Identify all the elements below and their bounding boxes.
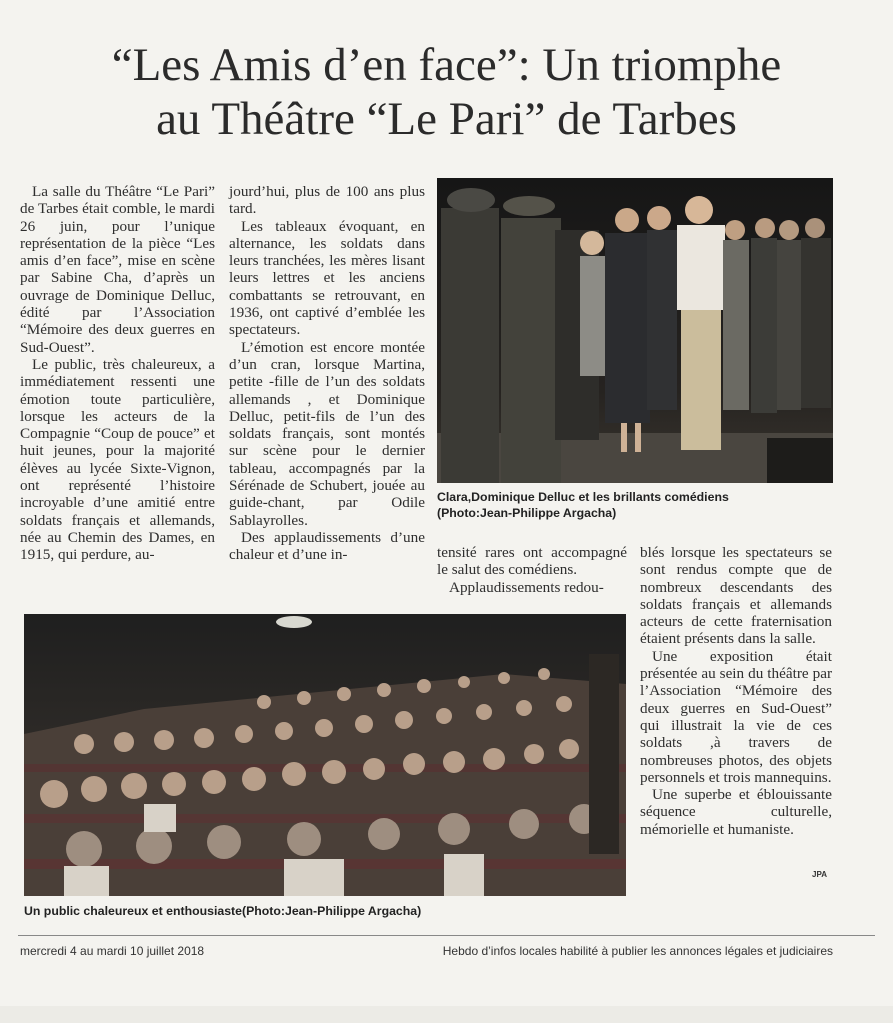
article-column-2 — [229, 183, 425, 564]
headline-line-2: au Théâtre “Le Pari” de Tarbes — [156, 93, 737, 145]
paragraph: jourd’hui, plus de 100 ans plus tard. — [229, 183, 425, 218]
page-edge — [0, 1006, 893, 1023]
audience-photo — [24, 614, 626, 896]
paragraph: blés lorsque les spectateurs se sont rendus compte que de nombreux descendants des soldats français et allemands acteurs de cette fraternisation étaient présents dans la salle. — [640, 544, 832, 648]
paragraph: tensité rares ont accompagné le salut des comédiens. — [437, 544, 627, 579]
issue-date: mercredi 4 au mardi 10 juillet 2018 — [20, 944, 205, 958]
stage-photo — [437, 178, 833, 483]
audience-photo-caption: Un public chaleureux et enthousiaste(Photo:Jean-Philippe Argacha) — [24, 904, 422, 918]
headline — [0, 38, 893, 146]
article-column-3 — [437, 544, 627, 596]
paragraph: La salle du Théâtre “Le Pari” de Tarbes était comble, le mardi 26 juin, pour l’unique représentation de la pièce “Les amis d’en face”, mise en scène par Sabine Cha, d’après un ouvrage de Dominique Delluc, édité par l’Association “Mémoire des deux guerres en Sud-Ouest”. — [20, 183, 215, 356]
headline-line-1: “Les Amis d’en face”: Un triomphe — [111, 39, 782, 91]
paragraph: L’émotion est encore montée d’un cran, lorsque Martina, petite -fille de l’un des soldats allemands , et Dominique Delluc, petit-fils de l’un des soldats français, sont montés sur scène pour le dernier tableau, accompagnés par la Sérénade de Schubert, jouée au guide-chant, par Odile Sablayrolles. — [229, 338, 425, 529]
stage-photo-image — [437, 178, 833, 483]
footer-divider — [18, 935, 875, 936]
caption-line: (Photo:Jean-Philippe Argacha) — [437, 506, 617, 520]
author-signature: JPA — [812, 870, 827, 879]
stage-photo-caption — [437, 489, 837, 521]
legal-notice: Hebdo d’infos locales habilité à publier les annonces légales et judiciaires — [442, 944, 833, 958]
paragraph: Les tableaux évoquant, en alternance, les soldats dans leurs tranchées, les mères lisant leurs lettres et les anciens combattants se retrouvant, en 1936, ont captivé d’emblée les spectateurs. — [229, 217, 425, 339]
paragraph: Une superbe et éblouissante séquence culturelle, mémorielle et humaniste. — [640, 786, 832, 838]
paragraph: Une exposition était présentée au sein du théâtre par l’Association “Mémoire des deux guerres en Sud-Ouest” qui illustrait la vie de ces soldats ,à travers de nombreuses photos, des objets personnels et trois mannequins. — [640, 647, 832, 786]
caption-line: Clara,Dominique Delluc et les brillants comédiens — [437, 490, 729, 504]
article-column-4 — [640, 544, 832, 838]
paragraph: Applaudissements redou- — [449, 578, 604, 596]
article-column-1 — [20, 183, 215, 564]
audience-photo-image — [24, 614, 626, 896]
paragraph: Des applaudissements d’une chaleur et d’une in- — [229, 528, 425, 564]
paragraph: Le public, très chaleureux, a immédiatement ressenti une émotion toute particulière, lorsque les acteurs de la Compagnie “Coup de pouce” et huit jeunes, pour la majorité élèves au lycée Sixte-Vignon, ont représenté l’histoire incroyable d’une amitié entre soldats français et allemands, née au Chemin des Dames, en 1915, qui perdure, au- — [20, 355, 215, 564]
